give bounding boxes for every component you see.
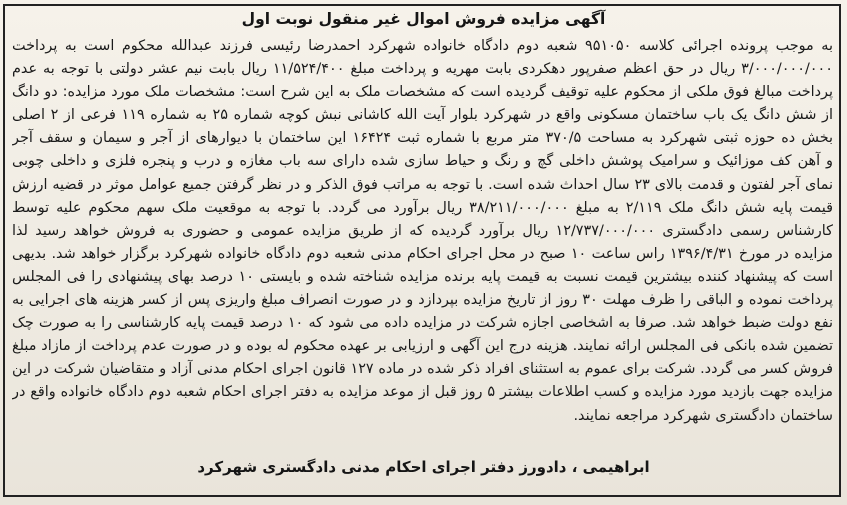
notice-line-8: قیمت پایه شش دانگ ملک ۲/۱۱۹ به مبلغ ۳۸/۲۱۱/۰۰۰/۰۰۰ ریال برآورد می گردد. با توجه به موقعیت ملک سهم محکوم علیه توسط [12, 199, 833, 216]
notice-line-14: تضمین شده بانکی فی المجلس ارائه نمایند. هزینه درج این آگهی و ارزیابی بر عهده محکوم له بوده و در صورت عدم پرداخت از مازاد مبلغ [12, 338, 833, 355]
notice-signature: ابراهیمی ، دادورز دفتر اجرای احکام مدنی دادگستری شهرکرد [197, 458, 650, 476]
notice-line-3: پرداخت مبالغ فوق ملکی از محکوم علیه توقیف گردیده است که مشخصات ملک به این شرح است: مشخصات ملک مورد مزایده: دو دانگ [12, 84, 833, 101]
notice-line-15: فروش کسر می گردد. شرکت برای عموم به استثنای افراد ذکر شده در ماده ۱۲۷ قانون اجرای احکام مدنی آزاد و متقاضیان شرکت در این [12, 361, 833, 378]
notice-line-7: نمای آجر لفتون و قدمت بالای ۲۳ سال احداث شده است. با توجه به مراتب فوق الذکر و در نظر گرفتن جمیع عوامل موثر در قضیه ارزش [12, 176, 833, 193]
notice-line-17: ساختمان دادگستری شهرکرد مراجعه نمایند. [573, 407, 833, 424]
notice-line-4: از شش دانگ یک باب ساختمان مسکونی واقع در شهرکرد بلوار آیت الله کاشانی نبش کوچه شماره ۲۵ به شماره ۱۱۹ فرعی از ۲ اصلی [12, 107, 833, 124]
notice-line-6: و آهن کف موزائیک و سرامیک پوشش داخلی گچ و رنگ و حیاط سازی شده دارای سه باب مغازه و درب و پنجره فلزی و داخلی چوبی [12, 153, 833, 170]
notice-line-9: کارشناس رسمی دادگستری ۱۲/۷۳۷/۰۰۰/۰۰۰ ریال برآورد گردیده که از طریق مزایده عمومی و حضوری به فروش خواهد رسید لذا [12, 222, 833, 239]
notice-line-10: مزایده در مورخ ۱۳۹۶/۴/۳۱ راس ساعت ۱۰ صبح در محل اجرای احکام مدنی شعبه دوم دادگاه خانواده شهرکرد برگزار خواهد شد. بدیهی [12, 245, 833, 262]
notice-line-12: پرداخت نموده و الباقی را ظرف مهلت ۳۰ روز از تاریخ مزایده بپردازد و در صورت انصراف مبلغ واریزی پس از کسر هزینه های اجرایی به [12, 292, 833, 309]
notice-line-2: ۳/۰۰۰/۰۰۰/۰۰۰ ریال در حق اعظم صفرپور دهکردی بابت مهریه و پرداخت مبلغ ۱۱/۵۲۴/۴۰۰ ریال بابت نیم عشر دولتی با توجه به عدم [12, 61, 833, 78]
notice-line-13: نفع دولت ضبط خواهد شد. صرفا به اشخاصی اجازه شرکت در مزایده داده می شود که ۱۰ درصد قیمت پایه کارشناسی را به صورت چک [12, 315, 833, 332]
notice-body [12, 35, 833, 428]
notice-line-5: بخش ده حوزه ثبتی شهرکرد به مساحت ۳۷۰/۵ متر مربع با شماره ثبت ۱۶۴۲۴ این ساختمان با دیوارهای از آجر و سیمان و سقف آجر [12, 130, 833, 147]
notice-line-1: به موجب پرونده اجرائی کلاسه ۹۵۱۰۵۰ شعبه دوم دادگاه خانواده شهرکرد احمدرضا رئیسی فرزند عبدالله محکوم است به پرداخت [12, 38, 833, 54]
notice-line-16: مزایده جهت بازدید مورد مزایده و کسب اطلاعات بیشتر ۵ روز قبل از موعد مزایده به دفتر اجرای احکام شعبه دوم دادگاه خانواده واقع در [12, 384, 833, 401]
notice-title: آگهی مزایده فروش اموال غیر منقول نوبت اول [241, 10, 606, 28]
notice-line-11: است که پیشنهاد کننده بیشترین قیمت نسبت به قیمت پایه برنده مزایده شناخته شده و بایستی ۱۰ درصد بهای پیشنهادی را فی المجلس [12, 268, 833, 285]
